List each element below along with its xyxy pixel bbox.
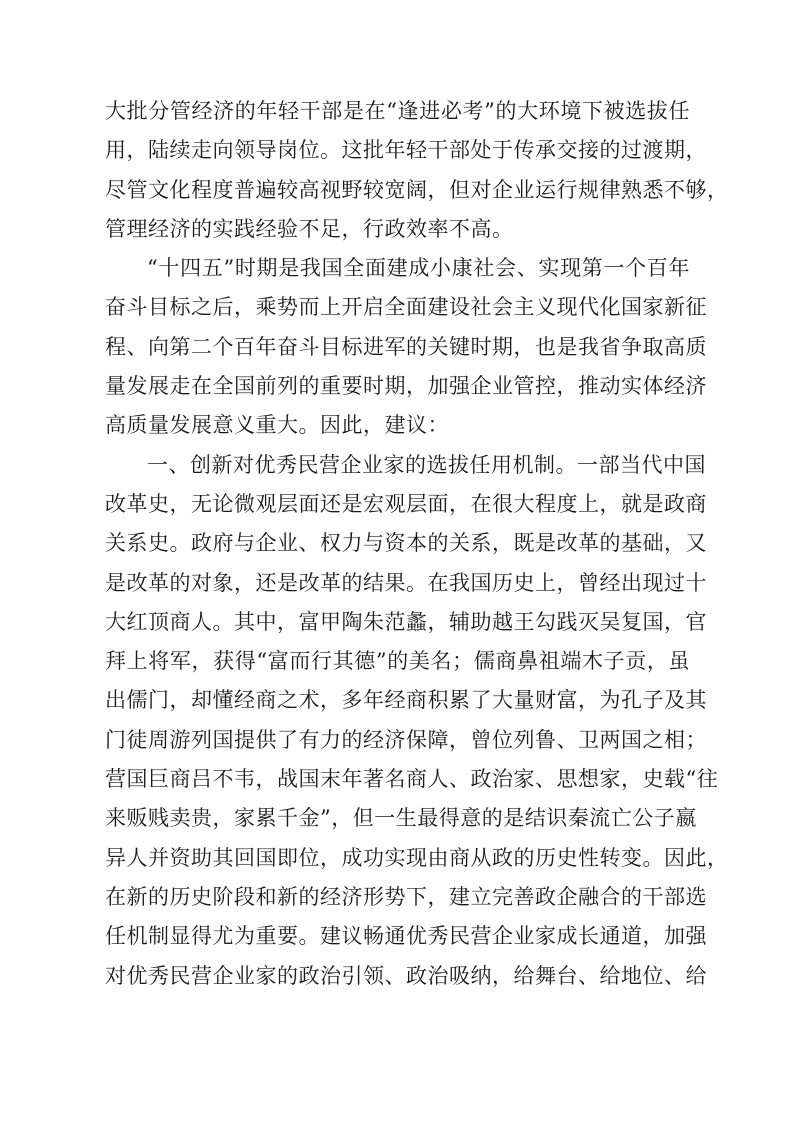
paragraph-1-line-3: 尽管文化程度普遍较高视野较宽阔，但对企业运行规律熟悉不够， [105, 177, 729, 202]
paragraph-3-line-8: 门徒周游列国提供了有力的经济保障，曾位列鲁、卫两国之相； [105, 727, 707, 752]
paragraph-2-line-4: 量发展走在全国前列的重要时期，加强企业管控，推动实体经济 [105, 374, 707, 399]
paragraph-3-line-14: 对优秀民营企业家的政治引领、政治吸纳，给舞台、给地位、给 [105, 963, 707, 988]
paragraph-3-line-4: 是改革的对象，还是改革的结果。在我国历史上，曾经出现过十 [105, 570, 707, 595]
paragraph-1-line-1: 大批分管经济的年轻干部是在“逢进必考”的大环境下被选拔任 [105, 99, 690, 123]
paragraph-2-line-3: 程、向第二个百年奋斗目标进军的关键时期，也是我省争取高质 [105, 334, 707, 359]
paragraph-2-line-5: 高质量发展意义重大。因此，建议： [105, 413, 449, 438]
paragraph-3-line-13: 任机制显得尤为重要。建议畅通优秀民营企业家成长通道，加强 [105, 924, 707, 949]
paragraph-3-line-10: 来贩贱卖贵，家累千金”，但一生最得意的是结识秦流亡公子嬴 [105, 806, 697, 831]
document-body [105, 92, 729, 996]
paragraph-3-line-5: 大红顶商人。其中，富甲陶朱范蠡，辅助越王勾践灭吴复国，官 [105, 609, 707, 634]
paragraph-2-line-2: 奋斗目标之后，乘势而上开启全面建设社会主义现代化国家新征 [105, 295, 707, 320]
paragraph-3-line-12: 在新的历史阶段和新的经济形势下，建立完善政企融合的干部选 [105, 884, 707, 909]
paragraph-2-line-1: “十四五”时期是我国全面建成小康社会、实现第一个百年 [147, 256, 690, 281]
paragraph-3-line-9: 营国巨商吕不韦，战国末年著名商人、政治家、思想家，史载“往 [105, 767, 719, 792]
paragraph-3-line-6: 拜上将军，获得“富而行其德”的美名；儒商鼻祖端木子贡，虽 [105, 649, 690, 674]
paragraph-1-line-2: 用，陆续走向领导岗位。这批年轻干部处于传承交接的过渡期， [105, 138, 707, 163]
paragraph-3-line-3: 关系史。政府与企业、权力与资本的关系，既是改革的基础，又 [105, 531, 707, 556]
paragraph-3-line-1: 一、创新对优秀民营企业家的选拔任用机制。一部当代中国 [147, 452, 706, 477]
paragraph-3-line-2: 改革史，无论微观层面还是宏观层面，在很大程度上，就是政商 [105, 491, 707, 516]
paragraph-3-line-7: 出儒门，却懂经商之术，多年经商积累了大量财富，为孔子及其 [105, 688, 707, 713]
paragraph-3-line-11: 异人并资助其回国即位，成功实现由商从政的历史性转变。因此， [105, 845, 729, 870]
paragraph-1-line-4: 管理经济的实践经验不足，行政效率不高。 [105, 216, 514, 241]
